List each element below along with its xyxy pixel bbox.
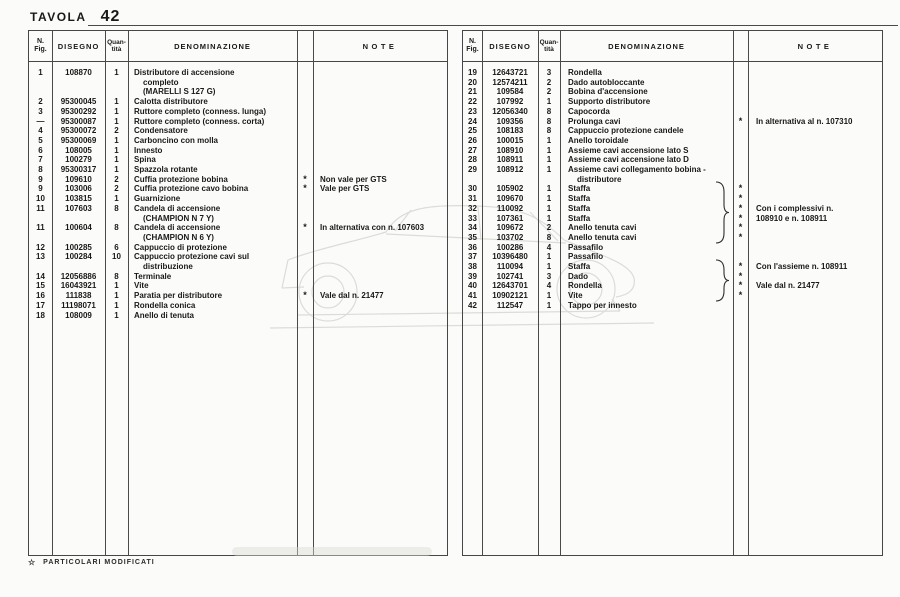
table-row bbox=[29, 175, 447, 185]
part-number-cell: 108005 bbox=[65, 145, 92, 155]
table-row bbox=[29, 165, 447, 175]
quantity-cell: 8 bbox=[114, 271, 119, 281]
modified-star-cell: * bbox=[738, 231, 743, 242]
table-row bbox=[463, 107, 882, 117]
table-row bbox=[463, 281, 882, 291]
table-row bbox=[29, 311, 447, 321]
denomination-cell: Tappo per innesto bbox=[568, 300, 637, 310]
denomination-cell: Passafilo bbox=[568, 252, 604, 262]
table-row bbox=[463, 117, 882, 127]
fig-number-cell: 36 bbox=[468, 242, 477, 252]
quantity-cell: 2 bbox=[114, 174, 119, 184]
table-header bbox=[463, 31, 882, 62]
quantity-cell: 4 bbox=[546, 242, 552, 252]
fig-number-cell: 38 bbox=[468, 262, 477, 272]
modified-star-cell: * bbox=[738, 222, 743, 233]
header-denominazione: DENOMINAZIONE bbox=[174, 41, 251, 51]
fig-number-cell: 21 bbox=[468, 87, 477, 97]
table-row bbox=[463, 223, 882, 233]
denomination-cell: Carboncino con molla bbox=[134, 135, 219, 145]
denomination-cell: Cuffia protezione bobina bbox=[134, 174, 228, 184]
modified-star-cell: * bbox=[738, 270, 743, 281]
table-row bbox=[463, 204, 882, 214]
header-disegno: DISEGNO bbox=[489, 41, 531, 51]
denomination-cell: Dado bbox=[568, 271, 588, 281]
table-row bbox=[463, 262, 882, 272]
table-row bbox=[463, 146, 882, 156]
table-row bbox=[463, 214, 882, 224]
part-number-cell: 95300087 bbox=[60, 116, 97, 126]
table-row bbox=[29, 291, 447, 301]
denomination-cell: Passafilo bbox=[568, 242, 604, 252]
denomination-cell: Condensatore bbox=[134, 126, 188, 136]
quantity-cell: 2 bbox=[114, 184, 119, 194]
fig-number-cell: 42 bbox=[468, 300, 477, 310]
quantity-cell: 1 bbox=[546, 135, 552, 145]
column-divider bbox=[52, 31, 53, 555]
quantity-cell: 1 bbox=[114, 97, 119, 107]
fig-number-cell: 32 bbox=[468, 203, 477, 213]
part-number-cell: 108911 bbox=[496, 155, 524, 165]
header-disegno: DISEGNO bbox=[57, 41, 100, 51]
part-number-cell: 109356 bbox=[496, 116, 524, 126]
footer-legend bbox=[28, 558, 155, 567]
quantity-cell: 1 bbox=[114, 310, 119, 320]
quantity-cell: 1 bbox=[546, 145, 552, 155]
title-rule bbox=[88, 25, 898, 26]
part-number-cell: 100285 bbox=[65, 242, 92, 252]
quantity-cell: 1 bbox=[546, 184, 552, 194]
fig-number-cell: 8 bbox=[38, 165, 43, 175]
group-brace bbox=[713, 259, 731, 302]
denomination-cell: Anello tenuta cavi bbox=[568, 232, 637, 242]
fig-number-cell: 37 bbox=[468, 252, 477, 262]
fig-number-cell: 17 bbox=[36, 300, 45, 310]
quantity-cell: 1 bbox=[114, 68, 119, 77]
column-divider bbox=[105, 31, 106, 555]
modified-star-cell: * bbox=[303, 222, 307, 233]
part-number-cell: 109610 bbox=[65, 174, 92, 184]
part-number-cell: 95300072 bbox=[60, 126, 97, 136]
table-row bbox=[463, 136, 882, 146]
modified-star-cell: * bbox=[303, 183, 307, 194]
modified-star-cell: * bbox=[738, 193, 743, 204]
denomination-cell: Innesto bbox=[134, 145, 163, 155]
fig-number-cell: 30 bbox=[468, 184, 477, 194]
denomination-cell: Vite bbox=[134, 281, 149, 291]
quantity-cell: 1 bbox=[114, 291, 119, 301]
denomination-cell: Ruttore completo (conness. lunga) bbox=[134, 106, 267, 116]
fig-number-cell: 10 bbox=[36, 194, 45, 204]
denomination-cell: Anello di tenuta bbox=[134, 310, 194, 320]
fig-number-cell: 19 bbox=[468, 68, 477, 77]
modified-star-cell: * bbox=[303, 173, 307, 184]
column-divider bbox=[482, 31, 483, 555]
part-number-cell: 102741 bbox=[496, 271, 524, 281]
modified-star-cell: * bbox=[738, 261, 743, 272]
fig-number-cell: — bbox=[36, 116, 45, 126]
quantity-cell: 3 bbox=[546, 271, 552, 281]
denomination-cell: Cappuccio protezione cavi sul distribuzione bbox=[134, 252, 250, 272]
fig-number-cell: 11 bbox=[36, 223, 45, 233]
fig-number-cell: 20 bbox=[468, 77, 477, 87]
column-divider bbox=[560, 31, 561, 555]
part-number-cell: 12574211 bbox=[492, 77, 528, 87]
denomination-cell: Assieme cavi accensione lato S bbox=[568, 145, 689, 155]
fig-number-cell: 40 bbox=[468, 281, 477, 291]
table-row bbox=[29, 194, 447, 204]
denomination-cell: Prolunga cavi bbox=[568, 116, 621, 126]
table-row bbox=[29, 252, 447, 271]
denomination-cell: Rondella bbox=[568, 68, 602, 77]
header-fig: N. Fig. bbox=[34, 38, 47, 53]
denomination-cell: Anello tenuta cavi bbox=[568, 223, 637, 233]
table-row bbox=[463, 165, 882, 184]
denomination-cell: Staffa bbox=[568, 194, 591, 204]
column-divider bbox=[313, 31, 314, 555]
fig-number-cell: 5 bbox=[38, 135, 43, 145]
fig-number-cell: 24 bbox=[468, 116, 477, 126]
denomination-cell: Ruttore completo (conness. corta) bbox=[134, 116, 265, 126]
denomination-cell: Rondella bbox=[568, 281, 602, 291]
part-number-cell: 12056340 bbox=[492, 106, 528, 116]
fig-number-cell: 23 bbox=[468, 106, 477, 116]
table-row bbox=[29, 272, 447, 282]
table-row bbox=[29, 117, 447, 127]
denomination-cell: Capocorda bbox=[568, 106, 610, 116]
quantity-cell: 1 bbox=[114, 281, 119, 291]
quantity-cell: 2 bbox=[546, 87, 552, 97]
modified-star-cell: * bbox=[738, 115, 743, 126]
fig-number-cell: 12 bbox=[36, 242, 45, 252]
fig-number-cell: 15 bbox=[36, 281, 45, 291]
quantity-cell: 8 bbox=[546, 232, 552, 242]
fig-number-cell: 28 bbox=[468, 155, 477, 165]
modified-star-cell: * bbox=[738, 280, 743, 291]
quantity-cell: 1 bbox=[546, 97, 552, 107]
quantity-cell: 1 bbox=[546, 194, 552, 204]
quantity-cell: 1 bbox=[114, 135, 119, 145]
table-row bbox=[29, 107, 447, 117]
part-number-cell: 11198071 bbox=[61, 300, 96, 310]
part-number-cell: 107361 bbox=[496, 213, 524, 223]
fig-number-cell: 18 bbox=[36, 310, 45, 320]
note-cell: Vale dal n. 21477 bbox=[320, 291, 384, 301]
modified-star-cell: * bbox=[738, 202, 743, 213]
table-body bbox=[463, 62, 882, 555]
part-number-cell: 12643701 bbox=[492, 281, 528, 291]
quantity-cell: 1 bbox=[546, 203, 552, 213]
quantity-cell: 1 bbox=[114, 165, 119, 175]
part-number-cell: 12643721 bbox=[492, 68, 528, 77]
column-divider bbox=[748, 31, 749, 555]
fig-number-cell: 26 bbox=[468, 135, 477, 145]
part-number-cell: 103702 bbox=[496, 232, 524, 242]
quantity-cell: 3 bbox=[546, 68, 552, 77]
table-row bbox=[463, 78, 882, 88]
quantity-cell: 4 bbox=[546, 281, 552, 291]
table-row bbox=[463, 184, 882, 194]
table-row bbox=[29, 155, 447, 165]
denomination-cell: Cappuccio di protezione bbox=[134, 242, 227, 252]
note-cell: Vale per GTS bbox=[320, 184, 370, 194]
fig-number-cell: 34 bbox=[468, 223, 477, 233]
quantity-cell: 1 bbox=[546, 300, 552, 310]
part-number-cell: 95300292 bbox=[60, 106, 97, 116]
fig-number-cell: 31 bbox=[468, 194, 477, 204]
header-denominazione: DENOMINAZIONE bbox=[608, 41, 685, 51]
part-number-cell: 103006 bbox=[65, 184, 92, 194]
group-brace bbox=[713, 181, 731, 244]
part-number-cell: 105902 bbox=[496, 184, 524, 194]
quantity-cell: 1 bbox=[546, 155, 552, 165]
plate-number: 42 bbox=[100, 8, 121, 25]
table-row bbox=[463, 243, 882, 253]
table-row bbox=[463, 301, 882, 311]
part-number-cell: 107603 bbox=[65, 203, 92, 213]
part-number-cell: 12056886 bbox=[60, 271, 97, 281]
denomination-cell: Terminale bbox=[134, 271, 172, 281]
part-number-cell: 109670 bbox=[496, 194, 524, 204]
part-number-cell: 100286 bbox=[496, 242, 524, 252]
table-row bbox=[29, 223, 447, 242]
table-row bbox=[463, 291, 882, 301]
quantity-cell: 2 bbox=[114, 126, 119, 136]
quantity-cell: 1 bbox=[114, 116, 119, 126]
quantity-cell: 8 bbox=[546, 126, 552, 136]
table-row bbox=[29, 146, 447, 156]
quantity-cell: 1 bbox=[114, 106, 119, 116]
denomination-cell: Calotta distributore bbox=[134, 97, 208, 107]
fig-number-cell: 3 bbox=[38, 106, 43, 116]
part-number-cell: 95300317 bbox=[60, 165, 97, 175]
modified-star-cell: * bbox=[738, 290, 743, 301]
table-row bbox=[463, 155, 882, 165]
footnote-star-icon: ☆ bbox=[28, 558, 36, 567]
quantity-cell: 8 bbox=[114, 203, 119, 213]
fig-number-cell: 2 bbox=[38, 97, 43, 107]
note-cell: In alternativa con n. 107603 bbox=[320, 223, 425, 233]
part-number-cell: 103815 bbox=[65, 194, 92, 204]
quantity-cell: 8 bbox=[114, 223, 119, 233]
part-number-cell: 16043921 bbox=[60, 281, 97, 291]
column-divider bbox=[297, 31, 298, 555]
denomination-cell: Supporto distributore bbox=[568, 97, 651, 107]
denomination-cell: Paratia per distributore bbox=[134, 291, 223, 301]
fig-number-cell: 1 bbox=[38, 68, 43, 77]
table-row bbox=[29, 126, 447, 136]
note-cell: Con l'assieme n. 108911 bbox=[756, 262, 848, 272]
column-divider bbox=[128, 31, 129, 555]
table-row bbox=[29, 68, 447, 97]
table-row bbox=[463, 87, 882, 97]
note-cell: In alternativa al n. 107310 bbox=[756, 116, 853, 126]
quantity-cell: 1 bbox=[114, 300, 119, 310]
table-row bbox=[29, 301, 447, 311]
table-row bbox=[29, 281, 447, 291]
denomination-cell: Distributore di accensione completo (MARELLI S 127 G) bbox=[134, 68, 235, 97]
column-divider bbox=[538, 31, 539, 555]
denomination-cell: Assieme cavi collegamento bobina - distributore bbox=[568, 165, 706, 184]
quantity-cell: 6 bbox=[114, 242, 119, 252]
quantity-cell: 1 bbox=[546, 262, 552, 272]
fig-number-cell: 11 bbox=[36, 203, 45, 213]
part-number-cell: 100279 bbox=[65, 155, 92, 165]
part-number-cell: 10396480 bbox=[492, 252, 528, 262]
note-cell: 108910 e n. 108911 bbox=[756, 213, 828, 223]
modified-star-cell: * bbox=[738, 212, 743, 223]
fig-number-cell: 22 bbox=[468, 97, 477, 107]
fig-number-cell: 13 bbox=[36, 252, 45, 262]
part-number-cell: 109584 bbox=[496, 87, 524, 97]
denomination-cell: Staffa bbox=[568, 213, 591, 223]
fig-number-cell: 4 bbox=[38, 126, 43, 136]
part-number-cell: 108910 bbox=[496, 145, 524, 155]
part-number-cell: 109672 bbox=[496, 223, 524, 233]
note-cell: Con i complessivi n. bbox=[756, 203, 834, 213]
denomination-cell: Guarnizione bbox=[134, 194, 181, 204]
quantity-cell: 2 bbox=[546, 77, 552, 87]
denomination-cell: Rondella conica bbox=[134, 300, 196, 310]
fig-number-cell: 14 bbox=[36, 271, 45, 281]
denomination-cell: Cuffia protezione cavo bobina bbox=[134, 184, 249, 194]
denomination-cell: Staffa bbox=[568, 203, 591, 213]
fig-number-cell: 16 bbox=[36, 291, 45, 301]
header-asterisk-column bbox=[297, 31, 313, 61]
page-title: TAVOLA bbox=[30, 10, 87, 24]
fig-number-cell: 35 bbox=[468, 232, 477, 242]
note-cell: Vale dal n. 21477 bbox=[756, 281, 820, 291]
table-row bbox=[463, 194, 882, 204]
part-number-cell: 108009 bbox=[65, 310, 92, 320]
table-row bbox=[463, 97, 882, 107]
part-number-cell: 110094 bbox=[496, 262, 524, 272]
part-number-cell: 95300045 bbox=[60, 97, 97, 107]
quantity-cell: 1 bbox=[114, 155, 119, 165]
table-row bbox=[29, 97, 447, 107]
parts-table-left bbox=[28, 30, 448, 556]
footnote-text: PARTICOLARI MODIFICATI bbox=[43, 559, 155, 566]
part-number-cell: 100604 bbox=[65, 223, 92, 233]
part-number-cell: 100015 bbox=[496, 135, 524, 145]
header-note: NOTE bbox=[362, 41, 398, 51]
denomination-cell: Assieme cavi accensione lato D bbox=[568, 155, 689, 165]
part-number-cell: 100284 bbox=[65, 252, 92, 262]
denomination-cell: Candela di accensione (CHAMPION N 6 Y) bbox=[134, 223, 221, 242]
denomination-cell: Anello toroidale bbox=[568, 135, 629, 145]
part-number-cell: 95300069 bbox=[60, 135, 97, 145]
header-fig: N. Fig. bbox=[466, 38, 479, 53]
quantity-cell: 1 bbox=[114, 145, 119, 155]
denomination-cell: Dado autobloccante bbox=[568, 77, 645, 87]
fig-number-cell: 29 bbox=[468, 165, 477, 175]
modified-star-cell: * bbox=[303, 290, 307, 301]
quantity-cell: 8 bbox=[546, 106, 552, 116]
quantity-cell: 2 bbox=[546, 223, 552, 233]
quantity-cell: 1 bbox=[546, 213, 552, 223]
denomination-cell: Vite bbox=[568, 291, 583, 301]
table-row bbox=[463, 252, 882, 262]
quantity-cell: 10 bbox=[112, 252, 121, 262]
quantity-cell: 1 bbox=[546, 252, 552, 262]
part-number-cell: 111838 bbox=[65, 291, 92, 301]
part-number-cell: 110092 bbox=[496, 203, 524, 213]
fig-number-cell: 41 bbox=[468, 291, 477, 301]
table-row bbox=[29, 136, 447, 146]
quantity-cell: 8 bbox=[546, 116, 552, 126]
fig-number-cell: 39 bbox=[468, 271, 477, 281]
table-row bbox=[29, 243, 447, 253]
table-row bbox=[463, 272, 882, 282]
denomination-cell: Spina bbox=[134, 155, 156, 165]
table-row bbox=[463, 68, 882, 78]
quantity-cell: 1 bbox=[546, 165, 552, 175]
denomination-cell: Spazzola rotante bbox=[134, 165, 198, 175]
fig-number-cell: 33 bbox=[468, 213, 477, 223]
part-number-cell: 108912 bbox=[496, 165, 524, 175]
denomination-cell: Candela di accensione (CHAMPION N 7 Y) bbox=[134, 203, 221, 223]
part-number-cell: 10902121 bbox=[492, 291, 528, 301]
header-note: NOTE bbox=[797, 41, 833, 51]
part-number-cell: 112547 bbox=[496, 300, 524, 310]
scan-smudge bbox=[232, 547, 432, 556]
column-divider bbox=[733, 31, 734, 555]
fig-number-cell: 9 bbox=[38, 174, 43, 184]
table-row bbox=[29, 204, 447, 223]
quantity-cell: 1 bbox=[114, 194, 119, 204]
part-number-cell: 107992 bbox=[496, 97, 524, 107]
modified-star-cell: * bbox=[738, 183, 743, 194]
quantity-cell: 1 bbox=[546, 291, 552, 301]
table-row bbox=[29, 184, 447, 194]
denomination-cell: Staffa bbox=[568, 262, 591, 272]
note-cell: Non vale per GTS bbox=[320, 174, 387, 184]
table-row bbox=[463, 233, 882, 243]
table-body bbox=[29, 62, 447, 555]
fig-number-cell: 25 bbox=[468, 126, 477, 136]
table-row bbox=[463, 126, 882, 136]
fig-number-cell: 7 bbox=[38, 155, 43, 165]
table-header bbox=[29, 31, 447, 62]
fig-number-cell: 27 bbox=[468, 145, 477, 155]
fig-number-cell: 6 bbox=[38, 145, 43, 155]
part-number-cell: 108870 bbox=[65, 68, 92, 77]
fig-number-cell: 9 bbox=[38, 184, 43, 194]
denomination-cell: Bobina d'accensione bbox=[568, 87, 648, 97]
parts-table-right bbox=[462, 30, 883, 556]
denomination-cell: Staffa bbox=[568, 184, 591, 194]
part-number-cell: 108183 bbox=[496, 126, 524, 136]
header-quantita: Quan- tità bbox=[107, 39, 126, 53]
header-asterisk-column bbox=[733, 31, 748, 61]
denomination-cell: Cappuccio protezione candele bbox=[568, 126, 684, 136]
header-quantita: Quan- tità bbox=[539, 39, 559, 53]
